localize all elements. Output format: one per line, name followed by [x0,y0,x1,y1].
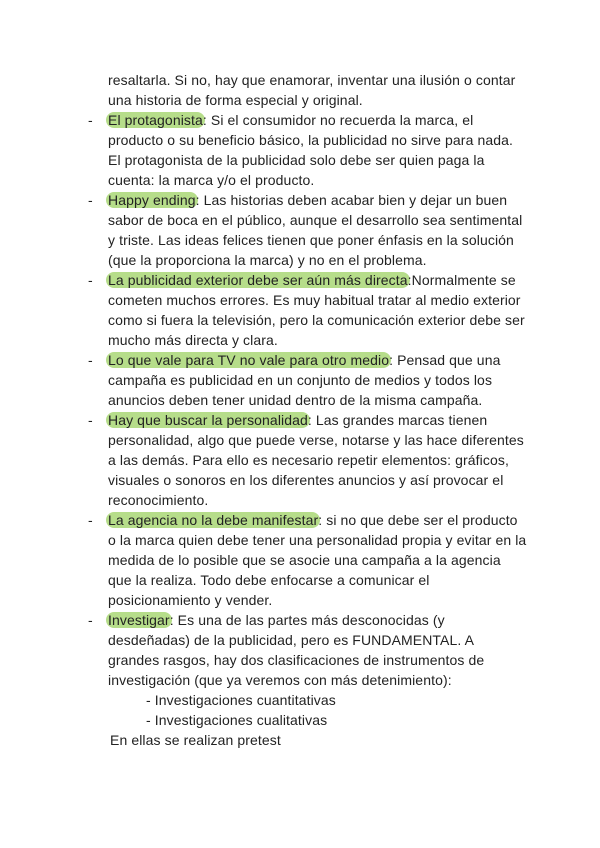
highlighted-heading: La agencia no la debe manifestar [108,512,319,528]
sub-list-item: - Investigaciones cuantitativas [146,692,336,708]
list-dash: - [88,192,93,208]
list-dash: - [88,612,93,628]
list-item [88,350,528,410]
list-item [88,410,528,510]
highlighted-heading: Lo que vale para TV no vale para otro medio [108,352,390,368]
closing-line: En ellas se realizan pretest [110,732,281,748]
list-item [88,110,528,190]
list-item [88,190,528,270]
list-item [88,610,528,690]
list-dash: - [88,352,93,368]
list-item-body: : Las grandes marcas tienen personalidad, algo que puede verse, notarse y las hace diferentes a las demás. Para ello es necesario repetir elementos: gráficos, visuales o sonoros en los diferentes anuncios y así provocar el reconocimiento. [108,412,524,508]
intro-paragraph: resaltarla. Si no, hay que enamorar, inventar una ilusión o contar una historia de forma especial y original. [108,72,516,108]
highlighted-heading: El protagonista [108,112,203,128]
sub-list-item: - Investigaciones cualitativas [146,712,328,728]
highlighted-heading: Happy ending [108,192,196,208]
list-item [88,510,528,610]
list-dash: - [88,412,93,428]
list-dash: - [88,272,93,288]
list-item-body: : Es una de las partes más desconocidas (y desdeñadas) de la publicidad, pero es FUNDAMENTAL. A grandes rasgos, hay dos clasificaciones de instrumentos de investigación (que ya veremos con más detenimiento): [108,612,485,688]
highlighted-heading: Hay que buscar la personalidad [108,412,308,428]
list-dash: - [88,512,93,528]
list-dash: - [88,112,93,128]
list-item [88,270,528,350]
highlighted-heading: La publicidad exterior debe ser aún más directa [108,272,408,288]
page-text [88,70,528,750]
list-item-body: : Pensad que una campaña es publicidad en un conjunto de medios y todos los anuncios deben tener unidad dentro de la misma campaña. [108,352,501,408]
highlighted-heading: Investigar [108,612,170,628]
list-item-body: :Normalmente se cometen muchos errores. Es muy habitual tratar al medio exterior como si fuera la televisión, pero la comunicación exterior debe ser mucho más directa y clara. [108,272,525,348]
list-item-body: : Las historias deben acabar bien y dejar un buen sabor de boca en el público, aunque el desarrollo sea sentimental y triste. Las ideas felices tienen que poner énfasis en la solución (que la proporciona la marca) y no en el problema. [108,192,523,268]
list-item-body: : si no que debe ser el producto o la marca quien debe tener una personalidad propia y evitar en la medida de lo posible que se asocie una campaña a la agencia que la realiza. Todo debe enfocarse a comunicar el posicionamiento y vender. [108,512,527,608]
list-item-body: : Si el consumidor no recuerda la marca, el producto o su beneficio básico, la publicidad no sirve para nada. El protagonista de la publicidad solo debe ser quien paga la cuenta: la marca y/o el producto. [108,112,513,188]
